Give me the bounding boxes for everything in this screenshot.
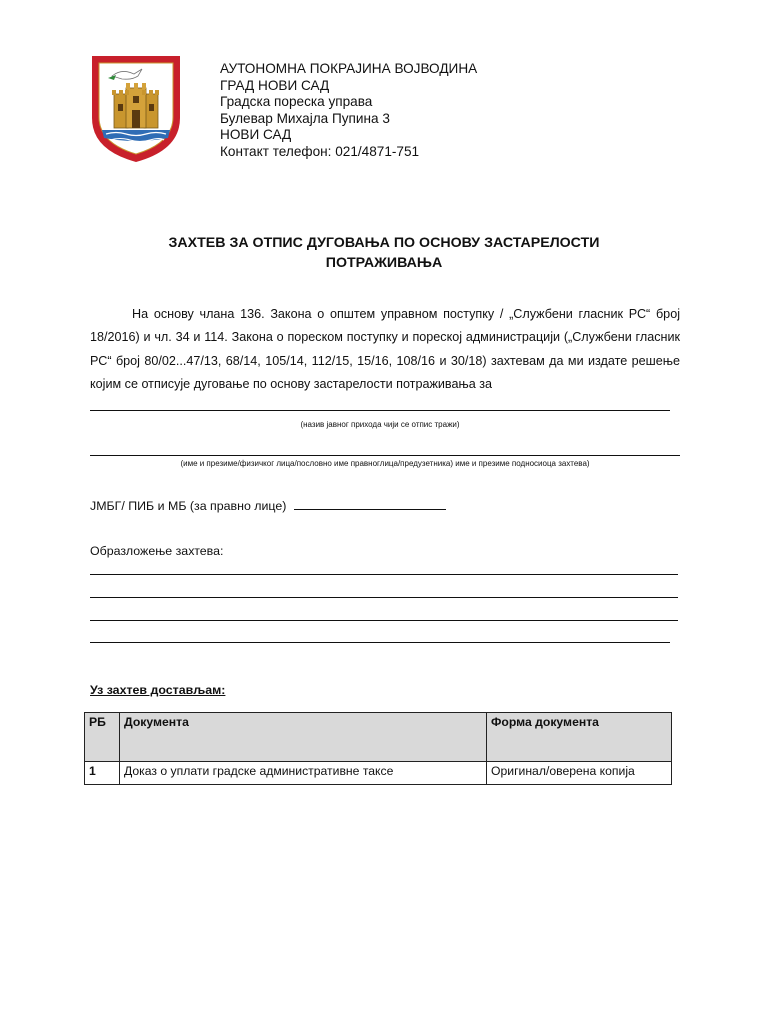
title-line-1: ЗАХТЕВ ЗА ОТПИС ДУГОВАЊА ПО ОСНОВУ ЗАСТАРЕЛОСТИ (168, 235, 600, 251)
row-number-cell: 1 (85, 762, 120, 785)
column-header-number: РБ (85, 713, 120, 762)
row-document-cell: Доказ о уплати градске административне таксе (120, 762, 487, 785)
row-form-cell: Оригинал/оверена копија (487, 762, 672, 785)
explanation-line-4[interactable] (90, 642, 670, 643)
table-row (85, 762, 672, 785)
header-city: ГРАД НОВИ САД (220, 77, 330, 93)
title-line-2: ПОТРАЖИВАЊА (325, 255, 443, 271)
request-paragraph (90, 303, 680, 396)
column-header-document: Документа (120, 713, 487, 762)
header-town: НОВИ САД (220, 127, 292, 142)
applicant-name-field[interactable] (90, 455, 680, 456)
explanation-label: Образложење захтева: (90, 544, 224, 558)
coat-of-arms-logo (88, 52, 184, 164)
revenue-name-field[interactable] (90, 410, 670, 411)
issuer-header (220, 61, 477, 160)
header-address: Булевар Михајла Пупина 3 (220, 110, 390, 126)
table-header-row (85, 713, 672, 762)
header-province: АУТОНОМНА ПОКРАЈИНА ВОЈВОДИНА (220, 61, 478, 76)
revenue-name-caption: (назив јавног прихода чији се отпис тражи) (300, 420, 460, 429)
header-phone: Контакт телефон: 021/4871-751 (220, 143, 420, 159)
enclosures-table (84, 712, 672, 785)
id-field-label: ЈМБГ/ ПИБ и МБ (за правно лице) (90, 499, 287, 513)
explanation-line-3[interactable] (90, 620, 678, 621)
enclosures-heading: Уз захтев достављам: (90, 683, 226, 697)
header-office: Градска пореска управа (220, 94, 373, 109)
id-field-row (90, 498, 446, 513)
document-title (100, 233, 668, 273)
request-text: На основу члана 136. Закона о општем управном поступку / „Службени гласник РС“ број 18/2016) и чл. 34 и 114. Закона о пореском поступку и пореској администрацији („Службени гласник РС“ број 80/02...47/13, 68/14, 105/14, 112/15, 15/16, 108/16 и 30/18) захтевам да ми издате решење којим се отписује дуговање по основу застарелости потраживања за (90, 307, 680, 391)
id-field-input[interactable] (294, 498, 446, 510)
applicant-name-caption: (име и презиме/физичког лица/пословно име правноглица/предузетника) име и презиме подносиоца захтева) (180, 459, 590, 468)
explanation-line-2[interactable] (90, 597, 678, 598)
column-header-form: Форма документа (487, 713, 672, 762)
explanation-line-1[interactable] (90, 574, 678, 575)
